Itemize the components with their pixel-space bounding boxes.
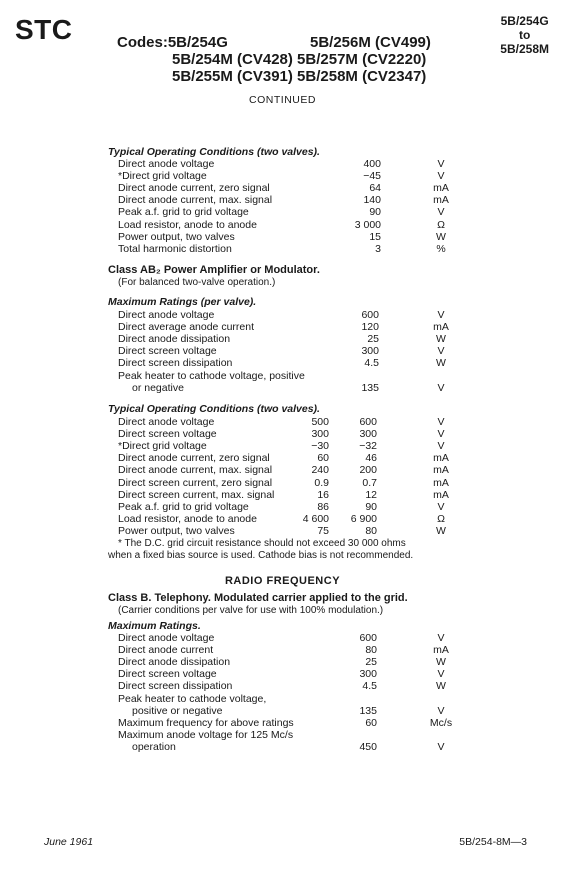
row-value: 400 [363,158,381,170]
table-row [0,309,565,321]
table-row [0,357,565,369]
row-unit: V [437,668,445,681]
table-row [0,464,565,476]
row-unit: V [437,309,445,321]
table-row [0,219,565,231]
table-row [0,452,565,464]
row-label: Direct average anode current [118,321,254,334]
row-value: 600 [359,632,377,644]
row-label: Direct anode current, max. signal [118,194,273,207]
table-row [0,513,565,525]
row-value-2: 600 [359,416,377,428]
row-value: 140 [363,194,381,207]
table-row [0,741,565,753]
row-value: 0.9 [314,476,329,489]
table-row [0,243,565,255]
row-value: 3 [375,242,381,255]
row-label: Peak a.f. grid to grid voltage [118,500,249,513]
codes-prefix: Codes: [117,34,168,51]
table-row [0,644,565,656]
table-row [0,206,565,218]
row-label: Power output, two valves [118,230,235,243]
row-value: 25 [365,656,377,669]
classab-subtitle: (For balanced two-valve operation.) [118,277,276,288]
row-unit: W [436,656,446,669]
row-value: 75 [317,524,329,537]
row-unit: V [437,704,445,717]
row-label: Direct anode voltage [118,632,215,644]
row-unit: W [436,333,446,346]
radio-frequency-heading: RADIO FREQUENCY [224,575,341,587]
table-row [0,231,565,243]
row-value-2: 46 [365,452,377,465]
row-value: 300 [311,428,329,441]
row-label: Load resistor, anode to anode [118,218,257,231]
footnote-line-1: * The D.C. grid circuit resistance should not exceed 30 000 ohms [118,538,406,549]
row-unit: V [437,632,445,644]
row-unit: % [436,242,446,255]
row-value: 600 [361,309,379,321]
row-unit: V [437,500,445,513]
table-row [0,333,565,345]
row-label: or negative [132,381,184,394]
codes-line-2: 5B/254M (CV428) 5B/257M (CV2220) [172,51,427,68]
table-row [0,158,565,170]
row-value-2: 200 [359,464,377,477]
row-value: 3 000 [354,218,381,231]
row-value-2: 0.7 [362,476,377,489]
row-unit: V [437,158,445,170]
table-row [0,632,565,644]
row-label: Direct anode current, zero signal [118,182,270,195]
row-value-2: 90 [365,500,377,513]
codes-line-3: 5B/255M (CV391) 5B/258M (CV2347) [172,68,427,85]
block1-title: Typical Operating Conditions (two valves). [108,146,320,158]
row-unit: W [436,230,446,243]
table-row [0,170,565,182]
row-value: 60 [317,452,329,465]
row-value: 80 [365,644,377,657]
row-label: Direct screen voltage [118,668,217,681]
table-row [0,345,565,357]
row-unit: V [437,440,445,453]
table-row [0,693,565,705]
row-unit: mA [433,476,449,489]
row-value: −45 [363,170,381,183]
row-value: 135 [359,704,377,717]
row-value-2: 6 900 [350,512,377,525]
row-unit: W [436,680,446,693]
row-label: Direct screen dissipation [118,680,233,693]
row-label: Power output, two valves [118,524,235,537]
row-label: Direct anode dissipation [118,656,231,669]
row-value: 4 600 [302,512,329,525]
row-label: Peak a.f. grid to grid voltage [118,206,249,219]
row-unit: V [437,345,445,358]
row-label: Direct anode voltage [118,309,215,321]
row-unit: mA [433,194,449,207]
table-row [0,428,565,440]
table-row [0,321,565,333]
range-bottom: 5B/258M [500,42,549,56]
row-value: 4.5 [364,357,379,370]
row-unit: Ω [437,512,445,525]
row-unit: mA [433,321,449,334]
row-value: 4.5 [362,680,377,693]
row-value: 64 [369,182,381,195]
type-range [500,14,549,56]
row-value: 15 [369,230,381,243]
classab-title: Class AB₂ Power Amplifier or Modulator. [108,264,320,276]
code-5b256m: 5B/256M (CV499) [310,34,431,51]
row-value: 86 [317,500,329,513]
table-row [0,525,565,537]
table-row [0,489,565,501]
table-row [0,729,565,741]
row-unit: V [437,170,445,183]
row-value: 25 [367,333,379,346]
table-row [0,705,565,717]
row-unit: V [437,416,445,428]
row-unit: mA [433,182,449,195]
row-label: Load resistor, anode to anode [118,512,257,525]
range-top: 5B/254G [500,14,549,28]
row-label: Maximum frequency for above ratings [118,716,294,729]
row-label: *Direct grid voltage [118,440,207,453]
row-label: Direct anode current, zero signal [118,452,270,465]
row-value: −30 [311,440,329,453]
row-label: Peak heater to cathode voltage, [118,692,267,705]
row-value: 500 [311,416,329,428]
table-row [0,382,565,394]
row-value: 60 [365,716,377,729]
row-label: Total harmonic distortion [118,242,232,255]
row-unit: Ω [437,218,445,231]
table-row [0,194,565,206]
table-row [0,668,565,680]
row-label: Direct screen voltage [118,428,217,441]
row-label: Direct screen current, zero signal [118,476,273,489]
row-unit: mA [433,452,449,465]
row-value: 90 [369,206,381,219]
block2-title: Maximum Ratings (per valve). [108,296,257,308]
row-unit: W [436,357,446,370]
row-unit: W [436,524,446,537]
row-label: *Direct grid voltage [118,170,207,183]
footer-date: June 1961 [44,836,94,848]
row-unit: mA [433,464,449,477]
row-value: 450 [359,740,377,753]
row-unit: V [437,206,445,219]
table-row [0,416,565,428]
classb-subtitle: (Carrier conditions per valve for use with 100% modulation.) [118,605,384,616]
table-row [0,501,565,513]
row-value: 240 [311,464,329,477]
block3-title: Typical Operating Conditions (two valves). [108,403,320,415]
table-row [0,370,565,382]
row-value-2: 300 [359,428,377,441]
table-row [0,680,565,692]
codes-label [117,34,228,51]
row-unit: Mc/s [429,716,453,729]
row-label: Direct screen dissipation [118,357,233,370]
table-row [0,182,565,194]
row-label: Direct anode current, max. signal [118,464,273,477]
row-label: operation [132,740,176,753]
row-label: positive or negative [132,704,223,717]
row-unit: V [437,381,445,394]
row-value: 300 [361,345,379,358]
code-5b254g: 5B/254G [167,34,228,51]
brand-logo: STC [15,14,73,45]
table-row [0,656,565,668]
row-label: Direct anode current [118,644,214,657]
row-label: Direct screen current, max. signal [118,488,275,501]
row-label: Direct anode voltage [118,158,215,170]
row-label: Direct screen voltage [118,345,217,358]
row-value: 120 [361,321,379,334]
block4-title: Maximum Ratings. [108,620,201,632]
row-value-2: 80 [365,524,377,537]
row-unit: mA [433,488,449,501]
row-unit: V [437,740,445,753]
row-value: 16 [317,488,329,501]
continued-label: CONTINUED [249,94,316,106]
table-row [0,717,565,729]
row-label: Direct anode dissipation [118,333,231,346]
table-row [0,477,565,489]
classb-title: Class B. Telephony. Modulated carrier applied to the grid. [108,592,408,604]
row-unit: mA [433,644,449,657]
row-label: Maximum anode voltage for 125 Mc/s [118,728,294,741]
row-label: Peak heater to cathode voltage, positive [118,369,305,382]
row-value: 300 [359,668,377,681]
row-value-2: 12 [365,488,377,501]
row-value-2: −32 [359,440,377,453]
footnote-line-2: when a fixed bias source is used. Cathode bias is not recommended. [108,550,414,561]
table-row [0,440,565,452]
row-label: Direct anode voltage [118,416,215,428]
range-mid: to [518,28,531,42]
row-unit: V [437,428,445,441]
footer-page-ref: 5B/254-8M—3 [459,836,527,848]
row-value: 135 [361,381,379,394]
